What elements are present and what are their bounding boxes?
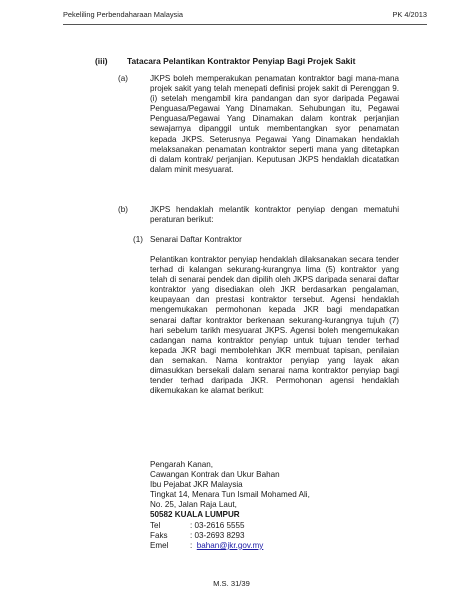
page-number: M.S. 31/39 <box>213 579 250 588</box>
section-number: (iii) <box>95 56 108 66</box>
address-tel <box>150 521 310 531</box>
address-fax <box>150 531 310 541</box>
section-title: Tatacara Pelantikan Kontraktor Penyiap Bagi Projek Sakit <box>127 56 356 66</box>
header-document-ref: PK 4/2013 <box>392 10 427 19</box>
fax-value: : 03-2693 8293 <box>190 530 245 540</box>
address-block <box>150 460 310 551</box>
item-b-paragraph: JKPS hendaklah melantik kontraktor penyiap dengan mematuhi peraturan berikut: <box>150 205 399 225</box>
address-postcode-city: 50582 KUALA LUMPUR <box>150 510 240 520</box>
address-line-3: Ibu Pejabat JKR Malaysia <box>150 480 243 490</box>
subitem-1-label: (1) <box>133 235 143 244</box>
header-document-title: Pekeliling Perbendaharaan Malaysia <box>63 10 183 19</box>
email-link[interactable]: bahan@jkr.gov.my <box>196 540 264 550</box>
item-b-label: (b) <box>118 205 128 214</box>
address-email <box>150 541 310 551</box>
email-label: Emel <box>150 540 169 550</box>
subitem-1-title: Senarai Daftar Kontraktor <box>150 235 242 244</box>
tel-label: Tel <box>150 520 161 530</box>
address-line-5: No. 25, Jalan Raja Laut, <box>150 500 237 510</box>
address-line-1: Pengarah Kanan, <box>150 460 214 469</box>
fax-label: Faks <box>150 530 168 540</box>
tel-value: : 03-2616 5555 <box>190 520 245 530</box>
address-line-2: Cawangan Kontrak dan Ukur Bahan <box>150 470 280 480</box>
subitem-1-paragraph: Pelantikan kontraktor penyiap hendaklah dilaksanakan secara tender terhad di kalangan sekurang-kurangnya lima (5) kontraktor yang telah di senarai pendek dan dipilih oleh JKPS daripada senarai daftar kontraktor yang disediakan oleh JKR berdasarkan pengalaman, keupayaan dan prestasi kontraktor tersebut. Agensi hendaklah mengemukakan permohonan kepada JKR bagi mendapatkan senarai daftar kontraktor berkenaan sekurang-kurangnya tujuh (7) hari sebelum tarikh mesyuarat JKPS. Agensi boleh mengemukakan cadangan nama kontraktor penyiap untuk tujuan tender terhad kepada JKR bagi membolehkan JKR membuat tapisan, penilaian dan semakan. Nama kontraktor penyiap yang layak akan dimasukkan bersekali dalam senarai nama kontraktor penyiap bagi tender terhad daripada JKR. Permohonan agensi hendaklah dikemukakan ke alamat berikut: <box>150 255 399 396</box>
address-line-4: Tingkat 14, Menara Tun Ismail Mohamed Ali, <box>150 490 310 500</box>
email-separator: : <box>190 540 197 550</box>
item-a-paragraph: JKPS boleh memperakukan penamatan kontraktor bagi mana-mana projek sakit yang telah menepati definisi projek sakit di Perenggan 9.(i) setelah mengambil kira pandangan dan syor daripada Pegawai Penguasa/Pegawai Yang Dinamakan. Sehubungan itu, Pegawai Penguasa/Pegawai Yang Dinamakan dalam kontrak perjanjian sewajarnya dipanggil untuk membentangkan syor penamatan kepada JKPS. Seterusnya Pegawai Yang Dinamakan hendaklah melaksanakan penamatan kontraktor seperti mana yang ditetapkan di dalam kontrak/ perjanjian. Keputusan JKPS hendaklah dicatatkan dalam minit mesyuarat. <box>150 74 399 174</box>
header-rule <box>63 24 427 25</box>
item-a-label: (a) <box>118 74 128 83</box>
